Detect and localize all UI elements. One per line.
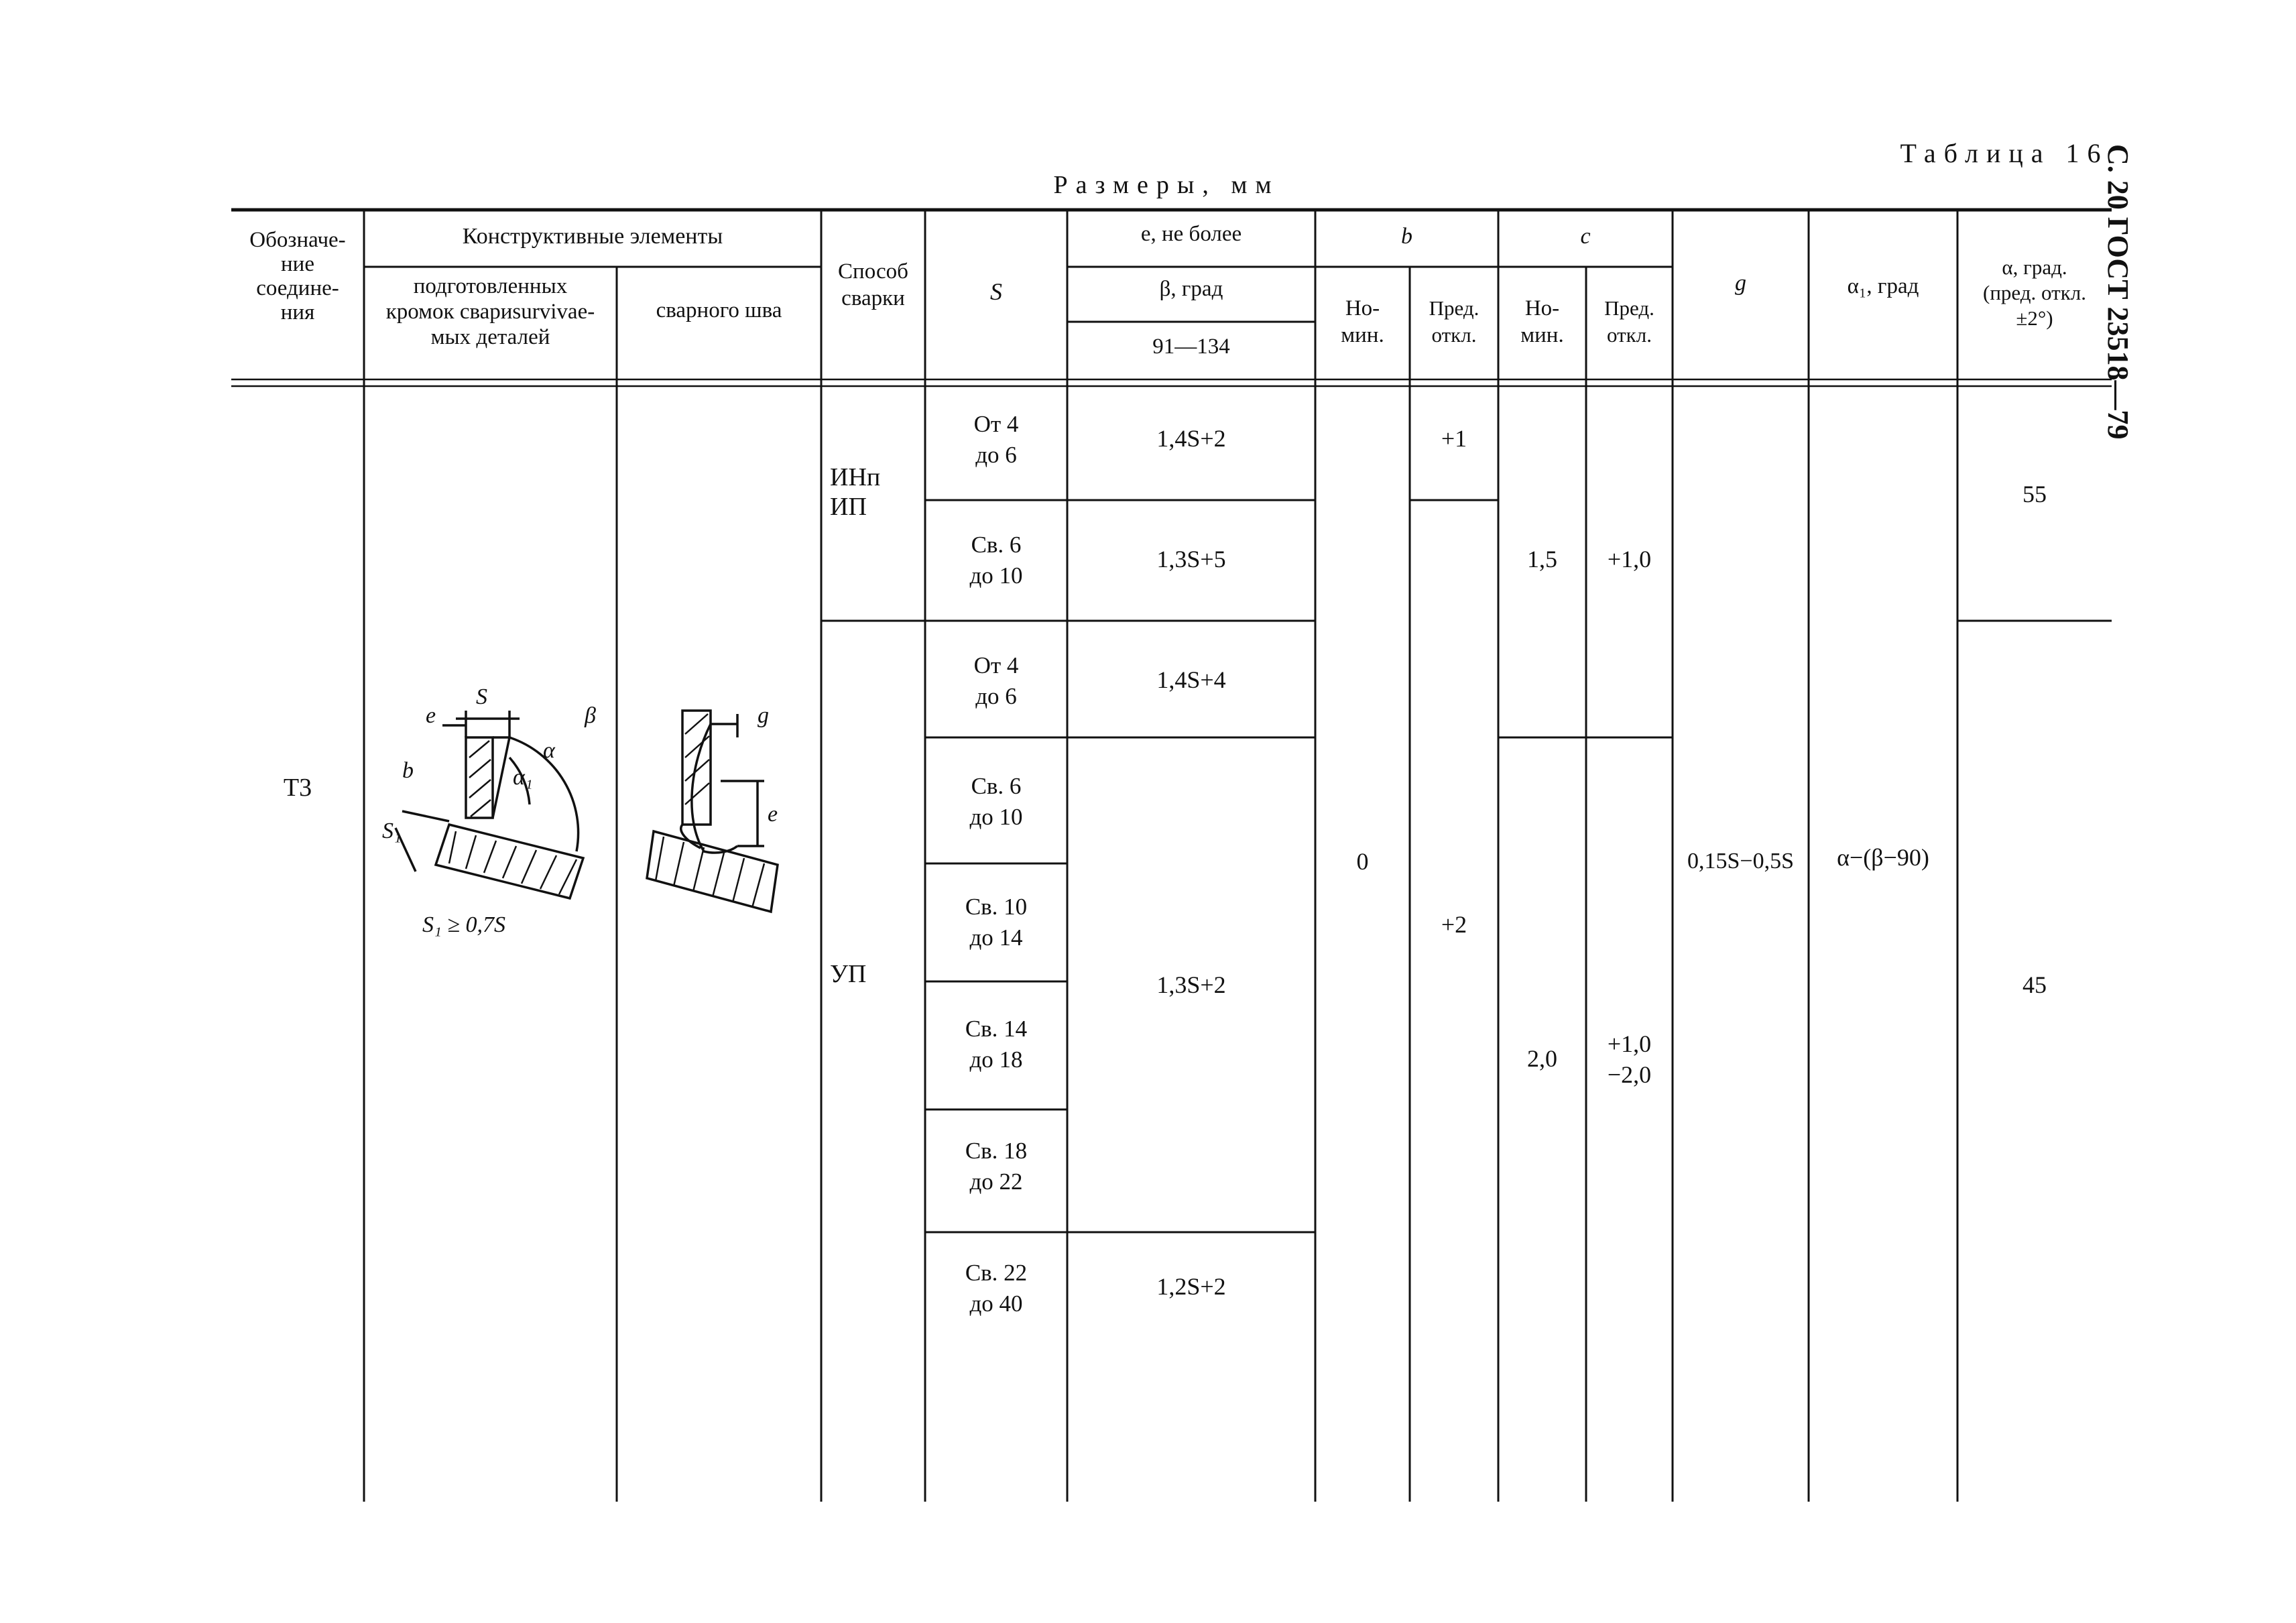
header-constructive-elements: Конструктивные элементы [462, 224, 723, 249]
s-range: Св. 6 до 10 [969, 532, 1023, 589]
header-b-tol: Пред. откл. [1429, 296, 1479, 347]
method-up: УП [830, 960, 867, 988]
designation-value: Т3 [283, 774, 312, 802]
running-header-text: С. 20 ГОСТ 23518—79 [2102, 144, 2134, 440]
g-value: 0,15S−0,5S [1687, 849, 1794, 874]
sketch-note: S₁ ≥ 0,7S [422, 912, 505, 937]
s-range: Св. 14 до 18 [965, 1016, 1028, 1073]
header-method: Способ сварки [838, 259, 908, 310]
e-value: 1,4S+2 [1156, 425, 1226, 452]
header-beta-range: 91—134 [1152, 335, 1230, 359]
header-c-tol: Пред. откл. [1604, 296, 1654, 347]
svg-text:b: b [402, 758, 414, 783]
alpha-value-2: 45 [2022, 971, 2047, 998]
alpha-value-1: 55 [2022, 481, 2047, 507]
header-beta: β, град [1159, 277, 1223, 301]
svg-text:e: e [426, 703, 436, 728]
c-nominal-2: 2,0 [1527, 1045, 1557, 1072]
c-tolerance-1: +1,0 [1607, 546, 1652, 573]
s-range: От 4 до 6 [973, 652, 1019, 709]
method-inp-ip: ИНп ИП [830, 463, 881, 521]
alpha1-value: α−(β−90) [1837, 844, 1929, 871]
svg-text:α: α [543, 738, 555, 763]
header-designation: Обозначе- ние соедине- ния [249, 228, 346, 324]
header-g: g [1735, 271, 1746, 296]
prepared-edges-sketch [375, 670, 610, 952]
s-range: От 4 до 6 [973, 411, 1019, 468]
b-nominal: 0 [1356, 848, 1369, 875]
table-label: Таблица 16 [1900, 138, 2109, 168]
s-range: Св. 6 до 10 [969, 773, 1023, 830]
svg-text:g: g [758, 703, 769, 728]
svg-text:S₁: S₁ [382, 819, 402, 843]
e-value: 1,3S+5 [1156, 546, 1226, 573]
header-prepared-edges: подготовленных кромок свариsurvivaе- мых деталей [385, 274, 595, 349]
c-nominal-1: 1,5 [1527, 546, 1557, 573]
header-alpha: α, град. (пред. откл. ±2°) [1983, 255, 2086, 330]
header-c-nom: Но- мин. [1520, 296, 1564, 347]
header-s: S [990, 278, 1002, 305]
header-e-max: е, не более [1140, 222, 1242, 246]
header-alpha1: α₁, град [1847, 274, 1919, 298]
s-range: Св. 10 до 14 [965, 894, 1028, 951]
header-weld-seam: сварного шва [656, 298, 782, 322]
header-b-nom: Но- мин. [1341, 296, 1384, 347]
header-b: b [1401, 224, 1412, 249]
dimensions-note: Размеры, мм [1053, 171, 1280, 199]
e-value: 1,4S+4 [1156, 666, 1226, 693]
s-range: Св. 22 до 40 [965, 1260, 1028, 1317]
weld-seam-sketch [637, 697, 818, 925]
c-tolerance-2: +1,0 −2,0 [1607, 1030, 1652, 1088]
s-range: Св. 18 до 22 [965, 1138, 1028, 1195]
svg-text:e: e [768, 802, 778, 827]
svg-text:β: β [585, 703, 596, 728]
e-value: 1,2S+2 [1156, 1273, 1226, 1300]
b-tolerance-2: +2 [1441, 911, 1467, 938]
header-c: c [1580, 224, 1591, 249]
svg-text:α₁: α₁ [513, 765, 533, 790]
e-value: 1,3S+2 [1156, 971, 1226, 998]
svg-text:S: S [476, 684, 487, 709]
b-tolerance-1: +1 [1441, 425, 1467, 452]
